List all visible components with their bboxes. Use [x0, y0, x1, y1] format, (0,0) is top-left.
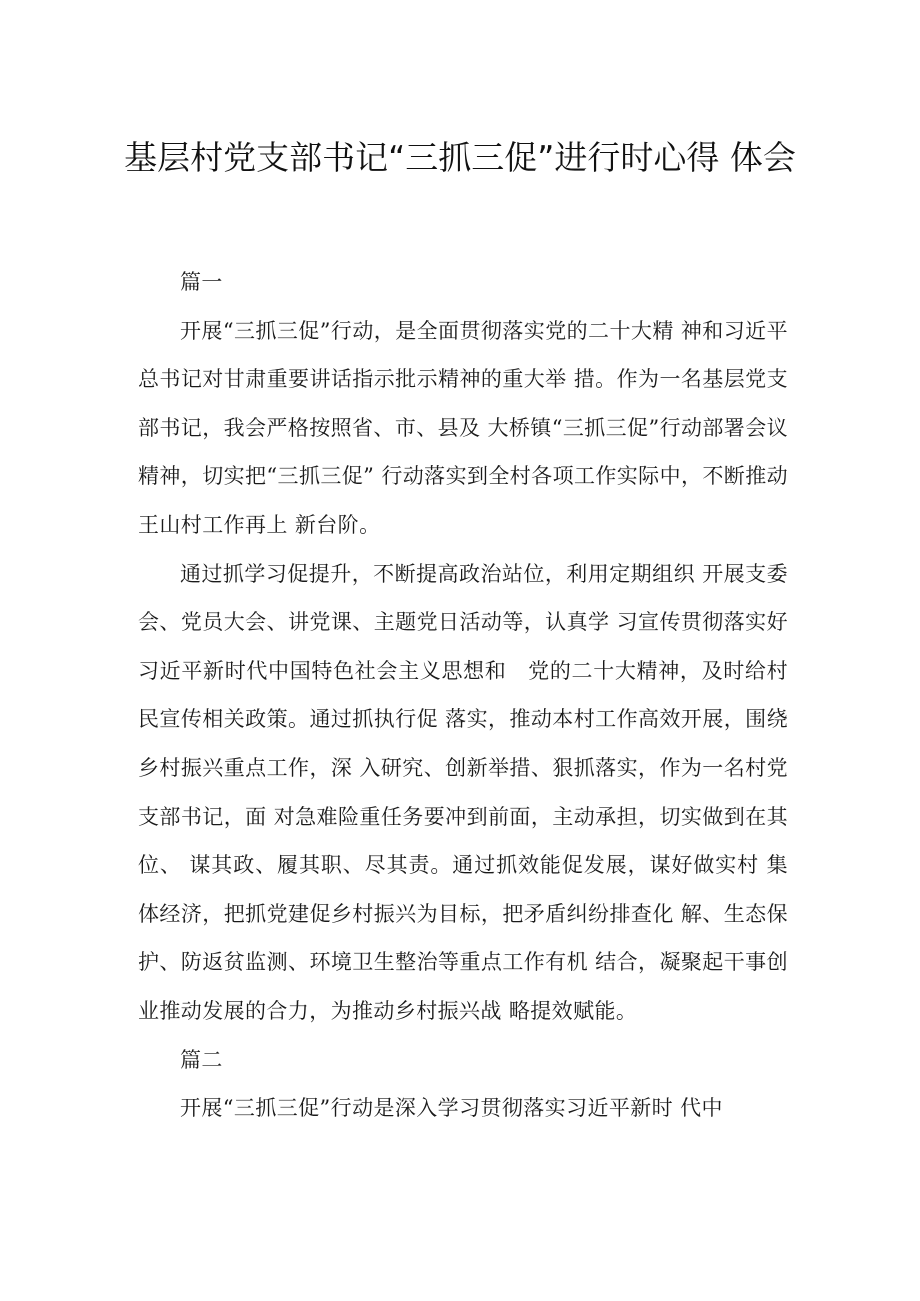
section-label: 篇一	[180, 270, 223, 294]
section-label: 篇二	[180, 1047, 223, 1072]
document-title: 基层村党支部书记“三抓三促”进行时心得 体会	[124, 138, 796, 177]
paragraph: 开展“三抓三促”行动，是全面贯彻落实党的二十大精 神和习近平总书记对甘肃重要讲话指示批示精神的重大举 措。作为一名基层党支部书记，我会严格按照省、市、县及 大桥镇“三抓三促”行动部署会议精神，切实把“三抓三促” 行动落实到全村各项工作实际中，不断推动王山村工作再上 新台阶。	[138, 318, 788, 537]
paragraph: 开展“三抓三促”行动是深入学习贯彻落实习近平新时 代中	[180, 1096, 723, 1121]
paragraph: 通过抓学习促提升，不断提高政治站位，利用定期组织 开展支委会、党员大会、讲党课、主题党日活动等，认真学 习宣传贯彻落实好习近平新时代中国特色社会主义思想和 党的二十大精神，及时给村民宣传相关政策。通过抓执行促 落实，推动本村工作高效开展，围绕乡村振兴重点工作，深 入研究、创新举措、狠抓落实，作为一名村党支部书记，面 对急难险重任务要冲到前面，主动承担，切实做到在其位、 谋其政、履其职、尽其责。通过抓效能促发展，谋好做实村 集体经济，把抓党建促乡村振兴为目标，把矛盾纠纷排查化 解、生态保护、防返贫监测、环境卫生整治等重点工作有机 结合，凝聚起干事创业推动发展的合力，为推动乡村振兴战 略提效赋能。	[138, 561, 788, 1023]
document-body	[138, 258, 788, 1133]
